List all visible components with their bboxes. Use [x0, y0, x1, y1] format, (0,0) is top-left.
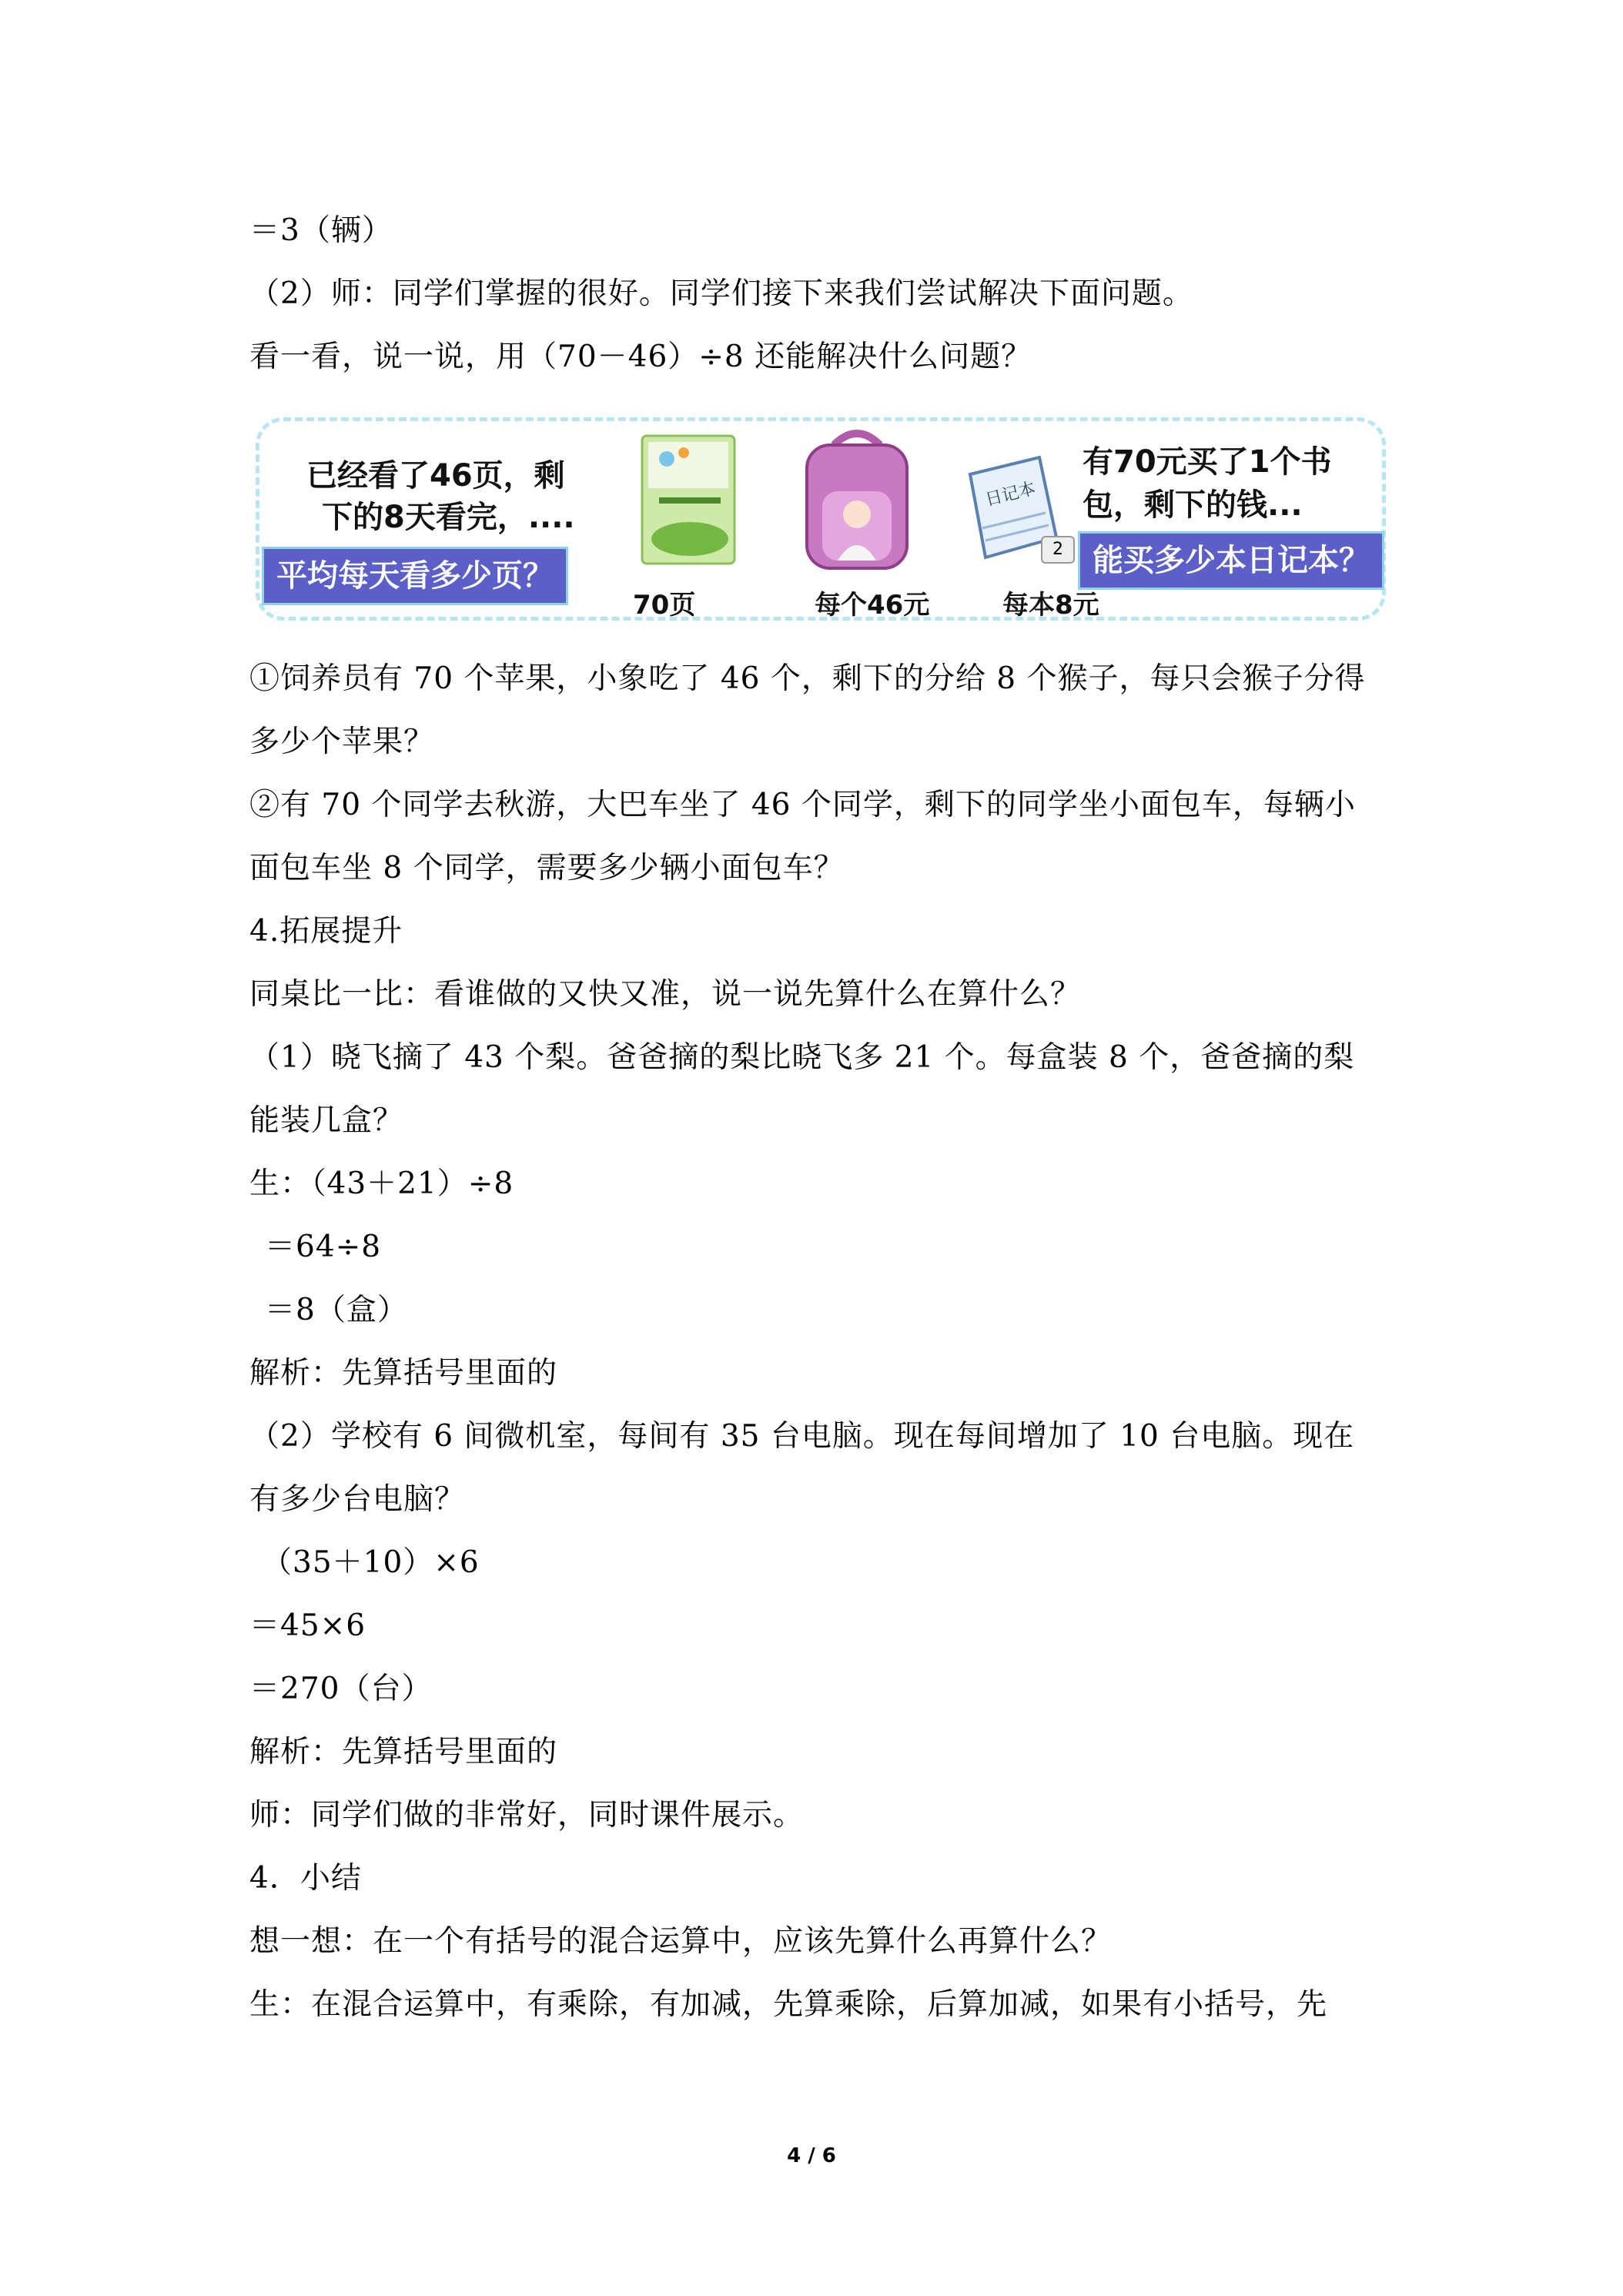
text-line: 想一想：在一个有括号的混合运算中，应该先算什么再算什么？ [249, 1924, 1113, 1959]
schoolbag-icon [791, 422, 922, 576]
diary-badge: 2 [1041, 536, 1075, 564]
text-line: ＝64÷8 [265, 1230, 382, 1264]
left-question-box: 平均每天看多少页？ [262, 547, 568, 605]
left-bubble-line: 下的8天看完，.... [322, 500, 575, 535]
right-question-box: 能买多少本日记本？ [1078, 531, 1384, 590]
diary-price: 每本8元 [1002, 590, 1099, 621]
text-line: 面包车坐 8 个同学，需要多少辆小面包车？ [249, 851, 845, 885]
problem-illustration [248, 408, 1395, 631]
text-line: 师：同学们做的非常好，同时课件展示。 [249, 1798, 805, 1832]
book-icon [636, 431, 744, 570]
text-line: （1）晓飞摘了 43 个梨。爸爸摘的梨比晓飞多 21 个。每盒装 8 个，爸爸摘的梨 [249, 1040, 1355, 1075]
text-line: 解析：先算括号里面的 [249, 1735, 558, 1769]
diary-cover-label: 日记本 [983, 479, 1038, 510]
text-line: 生：（43＋21）÷8 [249, 1166, 514, 1201]
text-line: 多少个苹果？ [249, 725, 435, 759]
text-line: 看一看，说一说，用（70－46）÷8 还能解决什么问题？ [249, 340, 1032, 374]
book-price: 70页 [633, 590, 696, 621]
text-line: （35＋10）×6 [262, 1545, 480, 1580]
text-line: ＝45×6 [249, 1608, 366, 1643]
text-line: 生：在混合运算中，有乘除，有加减，先算乘除，后算加减，如果有小括号，先 [249, 1987, 1328, 2022]
text-line: （2）学校有 6 间微机室，每间有 35 台电脑。现在每间增加了 10 台电脑。现在 [249, 1419, 1355, 1454]
text-line: ＝8（盒） [265, 1293, 408, 1327]
bag-price: 每个46元 [815, 590, 930, 621]
text-line: （2）师：同学们掌握的很好。同学们接下来我们尝试解决下面问题。 [249, 276, 1193, 311]
text-line: ＝270（台） [249, 1672, 433, 1706]
text-line: ②有 70 个同学去秋游，大巴车坐了 46 个同学，剩下的同学坐小面包车，每辆小 [249, 788, 1356, 822]
text-line: 有多少台电脑？ [249, 1482, 466, 1517]
text-line: ＝3（辆） [249, 213, 393, 248]
text-line: ①饲养员有 70 个苹果，小象吃了 46 个，剩下的分给 8 个猴子，每只会猴子分得 [249, 661, 1366, 696]
text-line: 同桌比一比：看谁做的又快又准，说一说先算什么在算什么？ [249, 977, 1082, 1012]
page-number: 4 / 6 [787, 2144, 836, 2167]
text-line: 解析：先算括号里面的 [249, 1356, 558, 1391]
left-bubble-line: 已经看了46页，剩 [306, 458, 565, 494]
section-heading: 4．小结 [249, 1861, 362, 1896]
right-bubble-line: 有70元买了1个书 [1083, 444, 1332, 480]
section-heading: 4.拓展提升 [249, 914, 403, 949]
right-bubble-line: 包，剩下的钱... [1083, 487, 1303, 523]
text-line: 能装几盒？ [249, 1103, 404, 1138]
